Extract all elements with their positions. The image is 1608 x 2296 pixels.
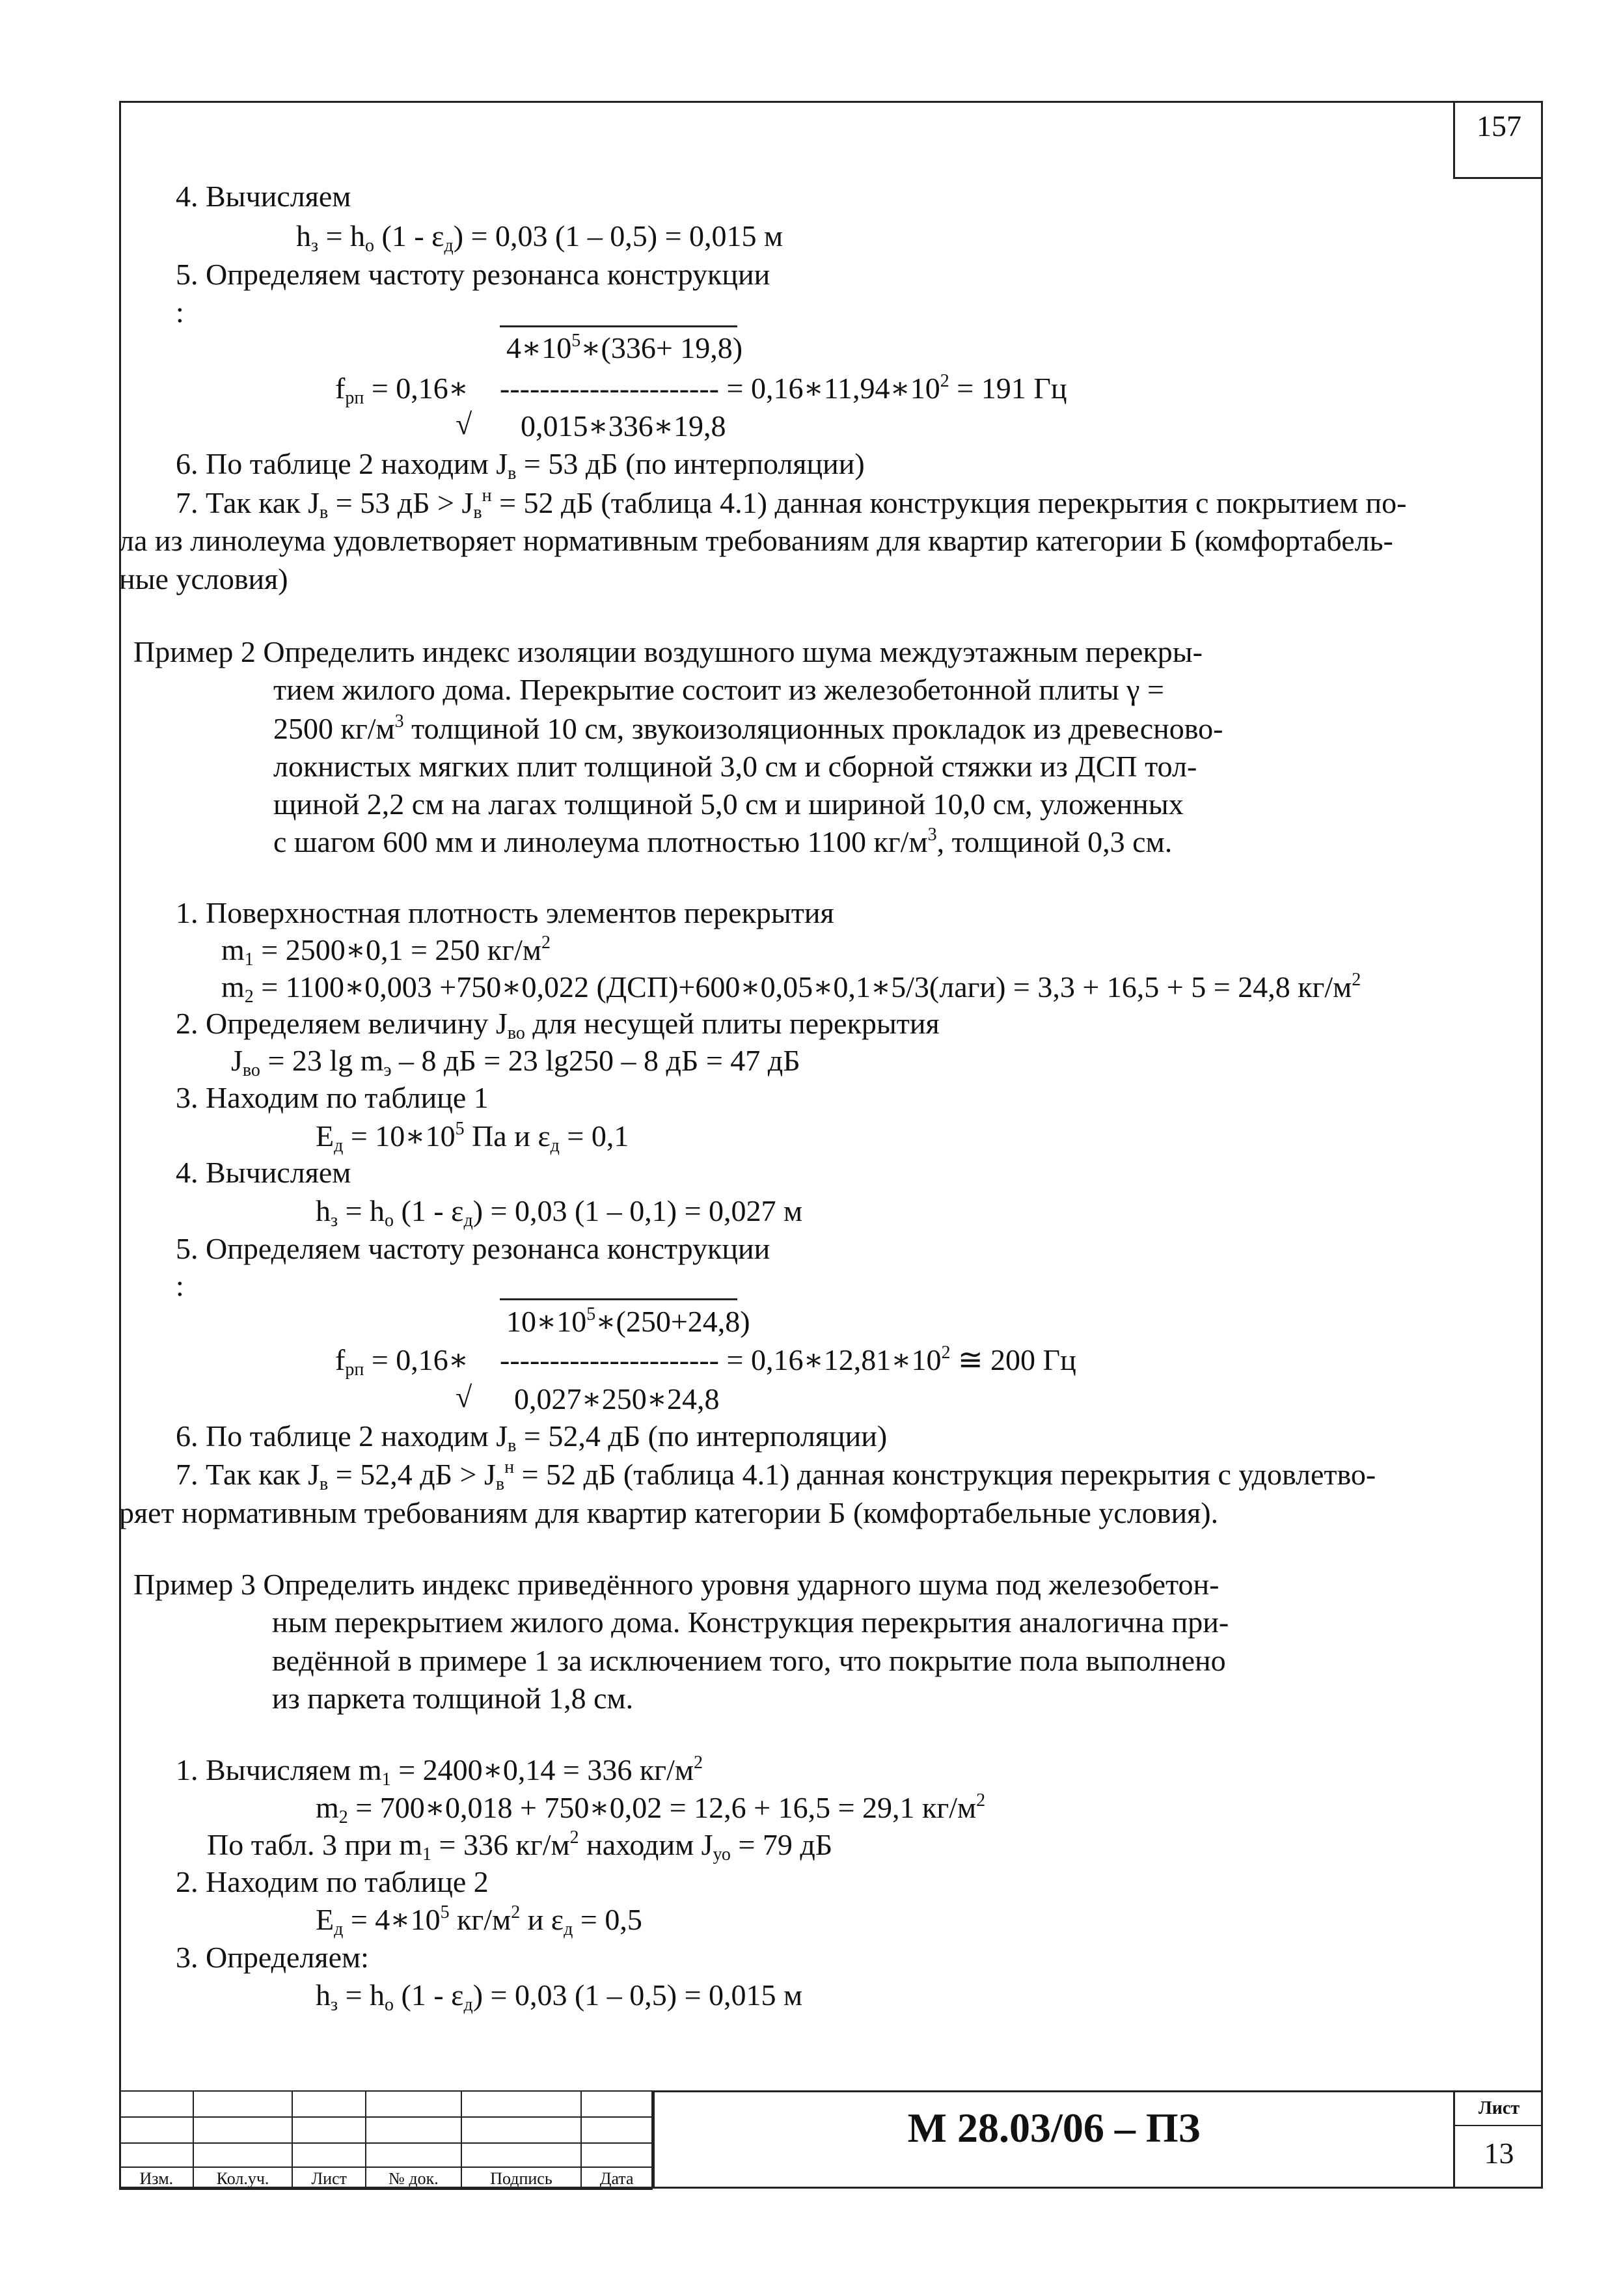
ex3-step-3: 3. Определяем: xyxy=(176,1941,369,1974)
ex2-step-4: 4. Вычисляем xyxy=(176,1156,351,1189)
col-izm: Изм. xyxy=(120,2167,193,2189)
ex2-m1: $m_1$ = 2500∗0,1 = 250 $кг/м^2$ xyxy=(221,933,551,970)
formula-h3: $h_з = h_о$ $(1 - \varepsilon_д) = 0,03$ (1 – 0,5) = 0,015 м xyxy=(296,219,784,256)
ex2-formula-denominator: 0,027∗250∗24,8 xyxy=(514,1382,720,1415)
example-2-line-2: тием жилого дома. Перекрытие состоит из железобетонной плиты γ = xyxy=(273,673,1164,706)
ex2-step-5: 5. Определяем частоту резонанса конструкции xyxy=(176,1232,770,1265)
ex2-root-bar xyxy=(500,1298,737,1300)
document-code: М 28.03/06 – ПЗ xyxy=(653,2090,1453,2189)
root-bar xyxy=(500,325,737,327)
formula-denominator: 0,015∗336∗19,8 xyxy=(521,409,726,443)
ex2-formula-lhs: $f_{рп}$ = 0,16∗ xyxy=(335,1343,469,1380)
page-number: 157 xyxy=(1453,102,1543,179)
ex3-step-1: 1. Вычисляем $m_1$ = 2400∗0,14 = 336 $кг/м^2$ xyxy=(176,1753,703,1790)
sheet-number: 13 xyxy=(1484,2137,1514,2170)
example-2-line-4: локнистых мягких плит толщиной 3,0 см и сборной стяжки из ДСП тол- xyxy=(273,750,1197,783)
step-7-cont: ла из линолеума удовлетворяет нормативным требованиям для квартир категории Б (комфортабель- xyxy=(119,524,1393,557)
ex2-h3: $h_з = h_о$ $(1 - \varepsilon_д) = 0,03$ (1 – 0,1) = 0,027 м xyxy=(316,1194,803,1231)
example-3-line-4: из паркета толщиной 1,8 см. xyxy=(272,1682,634,1715)
ex2-step-7: 7. Так как $J_в = 52,4$ дБ > $J_в^н = 52$ дБ (таблица 4.1) данная конструкция перекрытия с удовлетво- xyxy=(176,1457,1376,1494)
col-kol-uch: Кол.уч. xyxy=(193,2167,293,2189)
formula-rhs: ---------------------- = $0,16∗11,94∗10^2 = 191$ Гц xyxy=(500,371,1067,405)
ex2-ed: $E_д$ = $10∗10^5$ Па и $\varepsilon_д = 0,1$ xyxy=(316,1119,629,1156)
step-7-end: ные условия) xyxy=(119,562,288,595)
example-3-line-3: ведённой в примере 1 за исключением того, что покрытие пола выполнено xyxy=(272,1644,1226,1677)
sheet-box xyxy=(1453,2090,1543,2189)
ex3-ed: $E_д$ = $4∗10^5$ $кг/м^2$ и $\varepsilon_д = 0,5$ xyxy=(316,1902,642,1939)
example-2-line-6: с шагом 600 мм и линолеума плотностью 1100 $кг/м^3$, толщиной 0,3 см. xyxy=(273,825,1173,858)
colon: : xyxy=(176,295,184,329)
col-doc-no: № док. xyxy=(366,2167,461,2189)
ex2-formula-numerator: $10∗10^5∗(250+24,8)$ xyxy=(506,1304,750,1338)
example-2-line-5: щиной 2,2 см на лагах толщиной 5,0 см и шириной 10,0 см, уложенных xyxy=(273,787,1184,821)
ex2-step-1: 1. Поверхностная плотность элементов перекрытия xyxy=(176,896,834,929)
formula-numerator: $4∗10^5∗(336+ 19,8)$ xyxy=(506,331,743,364)
step-6-text: 6. По таблице 2 находим $J_в = 53$ дБ (по интерполяции) xyxy=(176,447,865,484)
ex2-step-6: 6. По таблице 2 находим $J_в = 52,4$ дБ (по интерполяции) xyxy=(176,1419,888,1456)
example-2-title: Пример 2 Определить индекс изоляции воздушного шума междуэтажным перекры- xyxy=(133,635,1203,668)
step-7-text: 7. Так как $J_в = 53$ дБ > $J_в^н = 52$ дБ (таблица 4.1) данная конструкция перекрытия с покрытием по- xyxy=(176,485,1407,523)
col-signature: Подпись xyxy=(461,2167,582,2189)
ex2-sqrt-symbol: √ xyxy=(456,1380,472,1414)
sheet-label: Лист xyxy=(1455,2092,1543,2126)
ex3-m2: $m_2$ = 700∗0,018 + 750∗0,02 = 12,6 + 16,5 = 29,1 $кг/м^2$ xyxy=(316,1790,986,1827)
sqrt-symbol: √ xyxy=(456,407,472,441)
ex2-m2: $m_2$ = 1100∗0,003 +750∗0,022 (ДСП)+600∗0,05∗0,1∗5/3(лаги) = 3,3 + 16,5 + 5 = 24,8 $кг/м^2$ xyxy=(221,970,1361,1007)
ex2-step-7-cont: ряет нормативным требованиям для квартир категории Б (комфортабельные условия). xyxy=(119,1496,1219,1529)
title-block-table xyxy=(119,2090,653,2190)
ex3-table-3: По табл. 3 при $m_1 = 336$ $кг/м^2$ находим $J_{уо} = 79$ дБ xyxy=(207,1827,833,1865)
ex2-jvo: $J_{во} = 23$ $\lg m_э - 8$ дБ = 23 lg250 – 8 дБ = 47 дБ xyxy=(231,1044,800,1080)
ex3-h3: $h_з = h_о$ $(1 - \varepsilon_д) = 0,03$ (1 – 0,5) = 0,015 м xyxy=(316,1978,803,2015)
ex2-formula-rhs: ---------------------- = $0,16∗12,81∗10^2$ ≅ 200 Гц xyxy=(500,1343,1076,1376)
ex2-step-3: 3. Находим по таблице 1 xyxy=(176,1081,489,1114)
step-5-heading: 5. Определяем частоту резонанса конструкции xyxy=(176,258,770,291)
ex2-colon: : xyxy=(176,1269,184,1302)
example-2-line-3: 2500 $кг/м^3$ толщиной 10 см, звукоизоляционных прокладок из древесново- xyxy=(273,711,1223,745)
col-list: Лист xyxy=(292,2167,366,2189)
ex2-step-2: 2. Определяем величину $J_{во}$ для несущей плиты перекрытия xyxy=(176,1007,940,1043)
col-date: Дата xyxy=(581,2167,652,2189)
example-3-line-2: ным перекрытием жилого дома. Конструкция перекрытия аналогична при- xyxy=(272,1606,1229,1639)
formula-lhs: $f_{рп}$ = 0,16∗ xyxy=(335,372,469,408)
step-4-heading: 4. Вычисляем xyxy=(176,180,351,213)
ex3-step-2: 2. Находим по таблице 2 xyxy=(176,1865,489,1898)
example-3-title: Пример 3 Определить индекс приведённого уровня ударного шума под железобетон- xyxy=(133,1568,1220,1601)
